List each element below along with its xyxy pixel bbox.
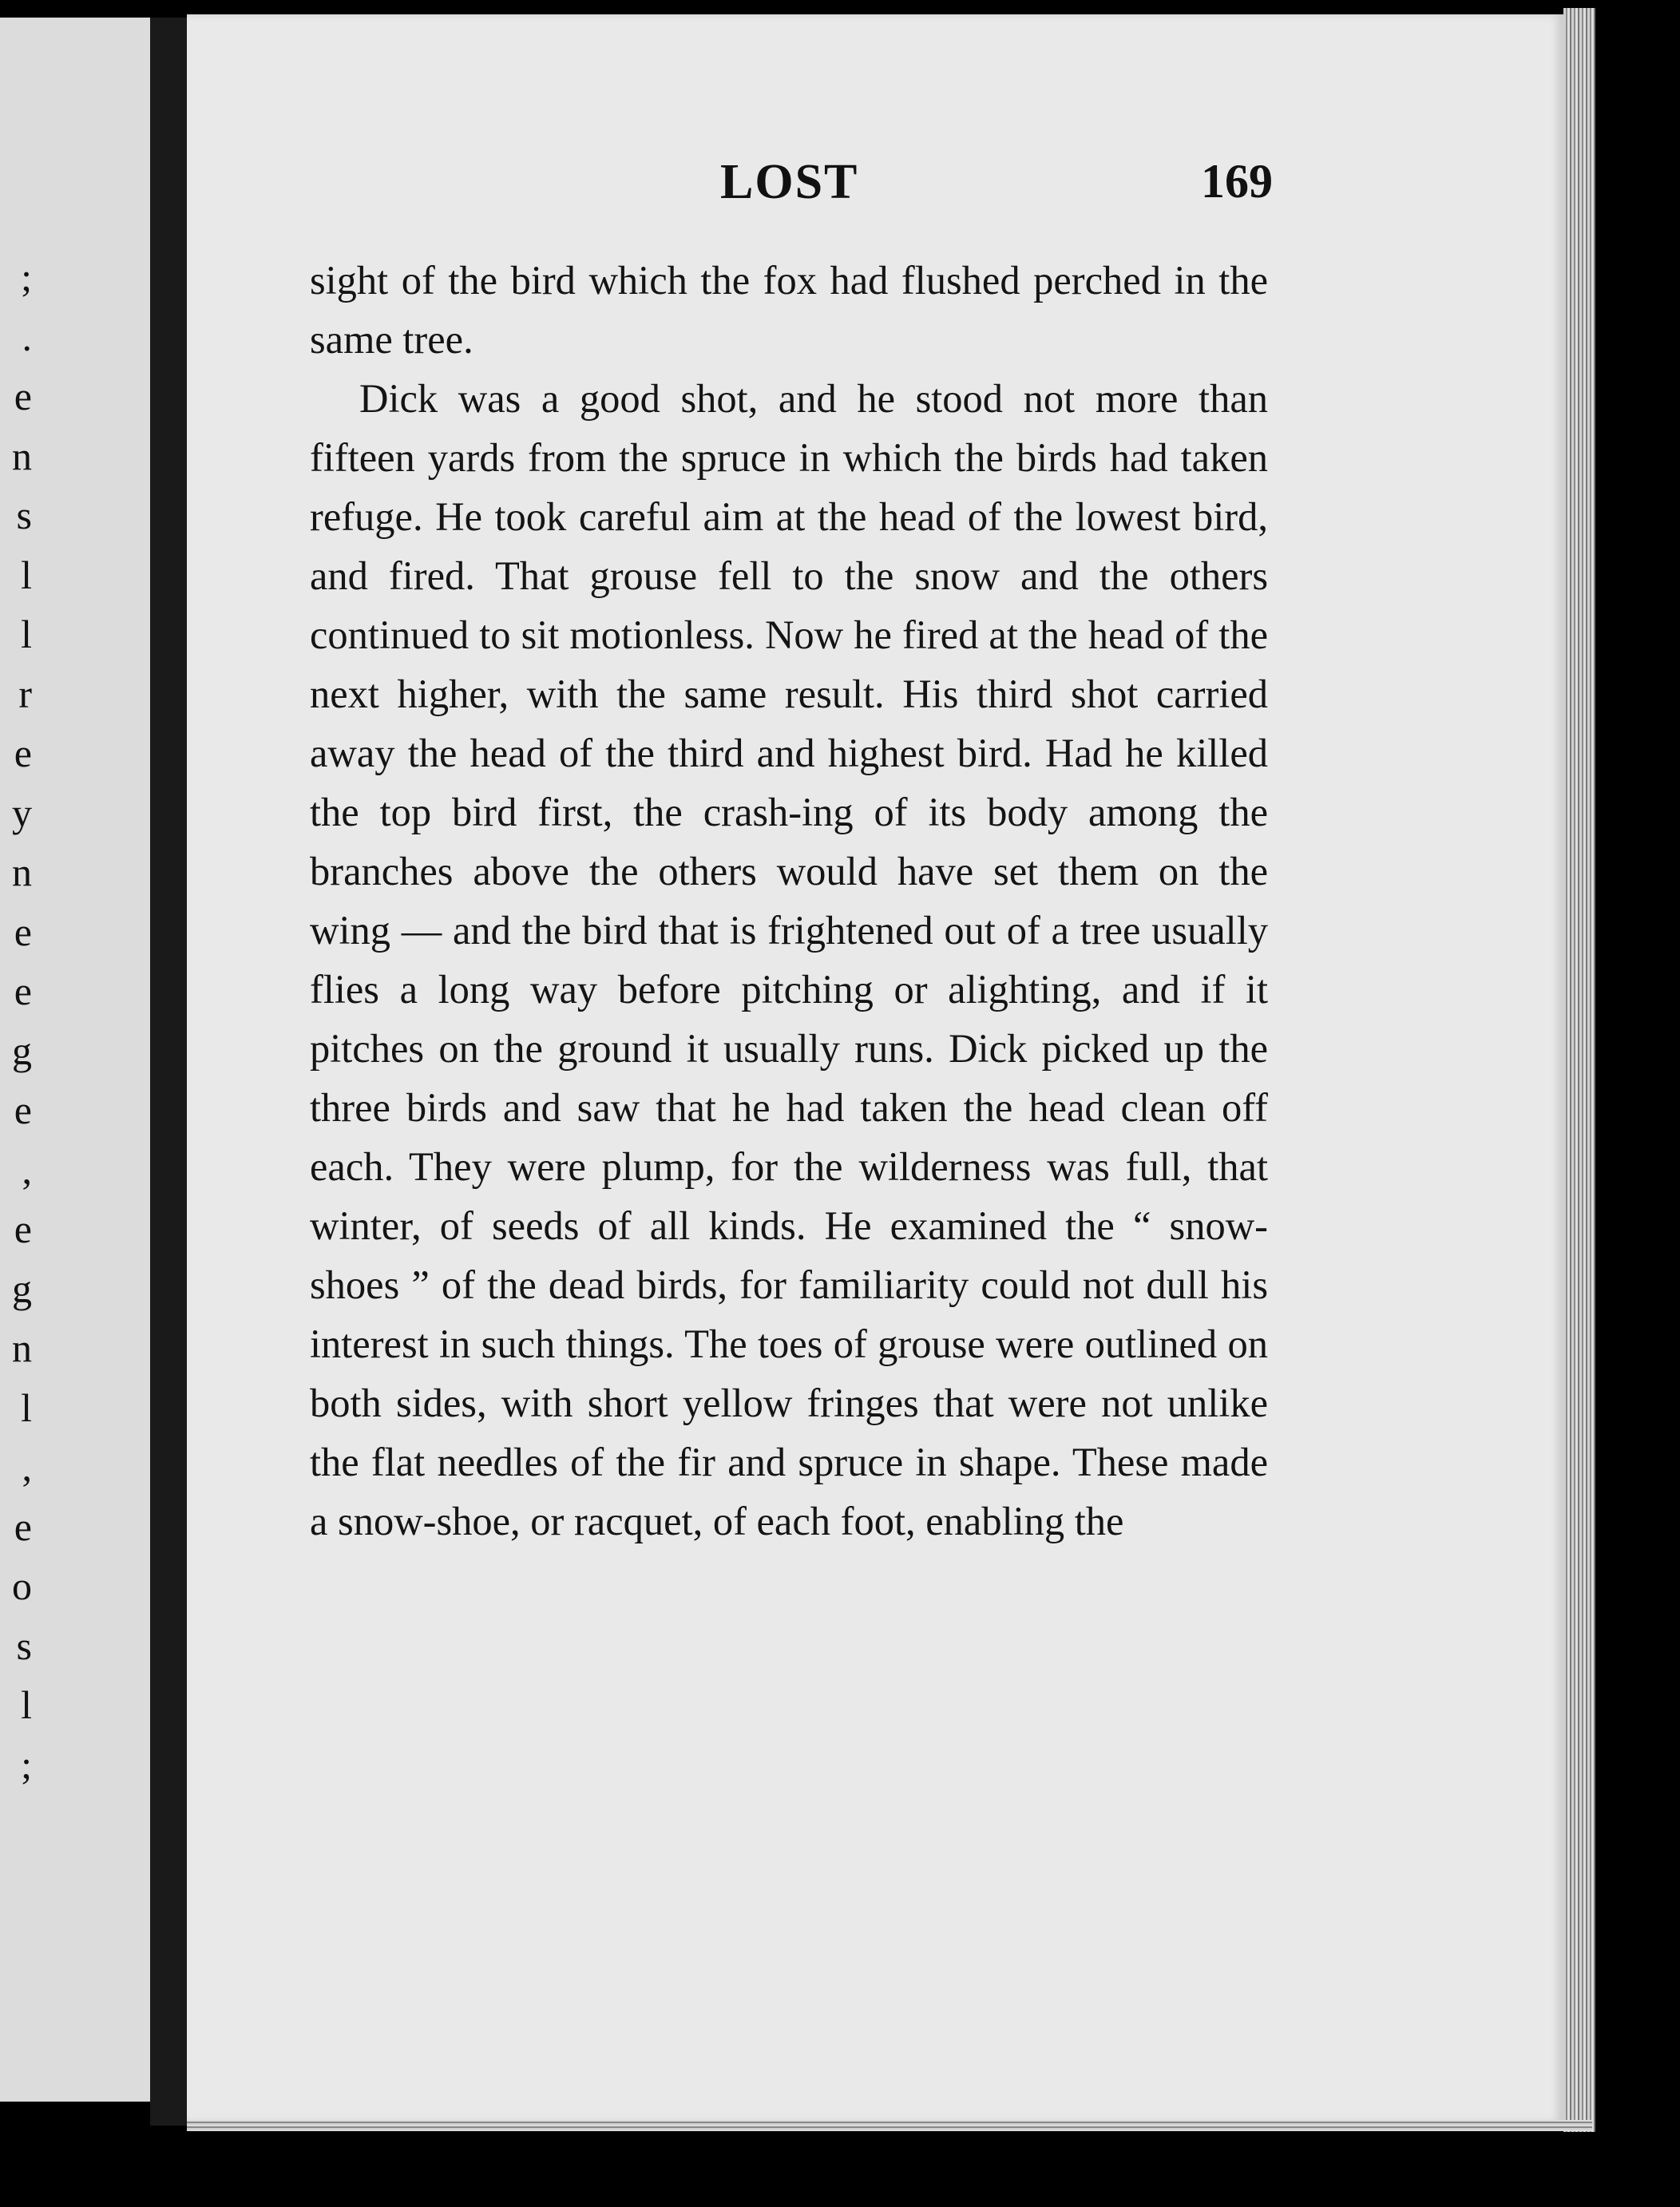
left-page-fragment: o xyxy=(12,1563,32,1608)
left-page-fragment: l xyxy=(21,1385,32,1430)
left-page-fragment: l xyxy=(21,552,32,597)
left-page-fragment: y xyxy=(12,790,32,835)
left-page-fragment: e xyxy=(14,1207,32,1251)
left-page-fragment: l xyxy=(21,1682,32,1727)
left-page-fragment: e xyxy=(14,969,32,1013)
left-page-edge xyxy=(0,18,153,2102)
left-page-fragment: ; xyxy=(21,1741,32,1787)
paragraph-continued: sight of the bird which the fox had flushed perched in the same tree. xyxy=(310,258,1268,362)
left-page-fragment: s xyxy=(16,493,32,537)
left-page-fragment: e xyxy=(14,909,32,954)
page-bottom-edge xyxy=(187,2120,1592,2131)
left-page-fragment: , xyxy=(22,1147,32,1192)
page-stack-edge xyxy=(1563,8,1595,2132)
body-text xyxy=(310,251,1268,1551)
left-page-fragment: e xyxy=(14,1088,32,1132)
book-page xyxy=(187,14,1568,2122)
left-page-fragment: e xyxy=(14,731,32,775)
paragraph: Dick was a good shot, and he stood not more than fifteen yards from the spruce in which the birds had taken refuge. He took careful aim at the head of the lowest bird, and fired. That grouse fell to the snow and the others continued to sit motionless. Now he fired at the head of the next higher, with the same result. His third shot carried away the head of the third and highest bird. Had he killed the top bird first, the crash-ing of its body among the branches above the others would have set them on the wing — and the bird that is frightened out of a tree usually flies a long way before pitching or alighting, and if it pitches on the ground it usually runs. Dick picked up the three birds and saw that he had taken the head clean off each. They were plump, for the wilderness was full, that winter, of seeds of all kinds. He examined the “ snow-shoes ” of the dead birds, for familiarity could not dull his interest in such things. The toes of grouse were outlined on both sides, with short yellow fringes that were not unlike the flat needles of the fir and spruce in shape. These made a snow-shoe, or racquet, of each foot, enabling the xyxy=(310,376,1268,1543)
page-number: 169 xyxy=(1201,155,1273,208)
running-head: LOST xyxy=(720,155,859,209)
page-header xyxy=(187,154,1563,218)
left-page-fragment: e xyxy=(14,374,32,418)
left-page-fragment: r xyxy=(18,671,32,716)
left-page-fragment: n xyxy=(12,433,32,478)
left-page-fragment: n xyxy=(12,1325,32,1370)
left-page-fragment: e xyxy=(14,1504,32,1549)
left-page-fragment: , xyxy=(22,1444,32,1489)
book-gutter xyxy=(150,18,187,2126)
left-page-fragment: ; xyxy=(21,255,32,299)
left-page-fragment: n xyxy=(12,850,32,894)
left-page-fragment: g xyxy=(12,1266,32,1311)
left-page-fragment: g xyxy=(12,1028,32,1073)
left-page-fragment: . xyxy=(22,314,32,359)
left-page-fragment: l xyxy=(21,612,32,656)
left-page-fragment: s xyxy=(16,1623,32,1668)
